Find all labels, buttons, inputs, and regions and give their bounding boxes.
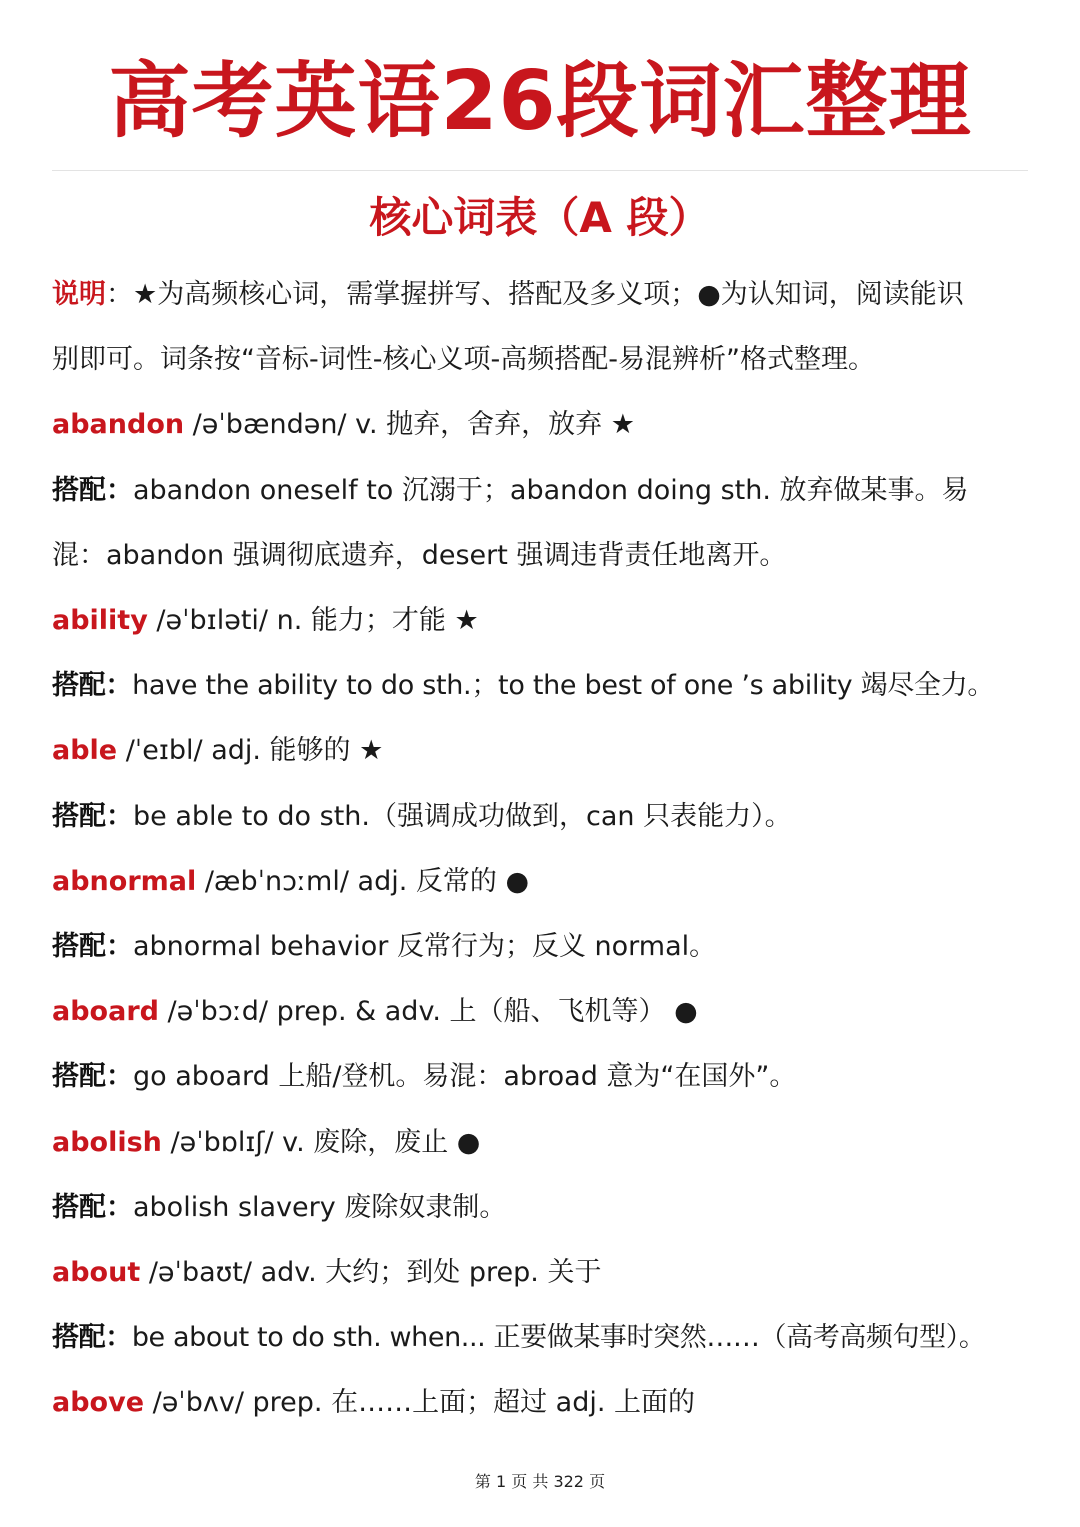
collocation-label: 搭配：: [52, 800, 133, 832]
collocation-label: 搭配：: [52, 1191, 133, 1223]
entry-collocation: [52, 914, 1028, 979]
title-divider: [52, 170, 1028, 171]
entry-word: aboard: [52, 996, 159, 1028]
intro-label: 说明: [52, 279, 106, 310]
entry-word: about: [52, 1257, 141, 1289]
intro-line: [52, 327, 1028, 392]
entry-collocation: [52, 1044, 1028, 1109]
entry-collocation: [52, 653, 1028, 718]
entry-definition: /əˈbaʊt/ adv. 大约；到处 prep. 关于: [140, 1257, 602, 1289]
entry-headline: [52, 718, 1028, 783]
collocation-text: abolish slavery 废除奴隶制。: [133, 1191, 507, 1223]
entry-collocation: [52, 523, 1028, 588]
entry-headline: [52, 979, 1028, 1044]
intro-line: [52, 262, 1028, 327]
entry-word: abandon: [52, 409, 185, 441]
entry-headline: [52, 1110, 1028, 1175]
entry-definition: /əˈbændən/ v. 抛弃，舍弃，放弃 ★: [184, 409, 635, 441]
collocation-text: abandon oneself to 沉溺于；abandon doing sth. 放弃做某事。易: [133, 474, 969, 506]
page-footer: 第 1 页 共 322 页: [474, 1472, 606, 1491]
entry-collocation: [52, 458, 1028, 523]
entry-definition: /əˈbɒlɪʃ/ v. 废除，废止 ●: [161, 1126, 481, 1158]
collocation-text: be able to do sth.（强调成功做到，can 只表能力）。: [133, 800, 792, 832]
collocation-label: 搭配：: [52, 931, 133, 963]
collocation-label: 搭配：: [52, 1322, 132, 1354]
collocation-label: 搭配：: [52, 670, 133, 702]
entry-headline: [52, 1370, 1028, 1435]
entry-headline: [52, 588, 1028, 653]
entry-definition: /æbˈnɔːml/ adj. 反常的 ●: [196, 865, 530, 897]
entry-definition: /ˈeɪbl/ adj. 能够的 ★: [117, 735, 384, 767]
intro-text: ：★为高频核心词，需掌握拼写、搭配及多义项；●为认知词，阅读能识: [106, 279, 964, 310]
collocation-text: go aboard 上船/登机。易混：abroad 意为“在国外”。: [133, 1061, 797, 1093]
entry-headline: [52, 1240, 1028, 1305]
entry-collocation: [52, 1175, 1028, 1240]
vocabulary-list: [52, 262, 1028, 1436]
entry-definition: /əˈbɪləti/ n. 能力；才能 ★: [147, 605, 479, 637]
entry-headline: [52, 392, 1028, 457]
intro-text: 别即可。词条按“音标-词性-核心义项-高频搭配-易混辨析”格式整理。: [52, 344, 875, 376]
entry-word: abnormal: [52, 865, 197, 897]
page-title: 高考英语26段词汇整理: [108, 54, 972, 149]
entry-word: abolish: [52, 1126, 162, 1158]
collocation-label: 搭配：: [52, 1061, 133, 1093]
collocation-text: abnormal behavior 反常行为；反义 normal。: [133, 931, 717, 963]
entry-definition: /əˈbʌv/ prep. 在……上面；超过 adj. 上面的: [144, 1387, 695, 1419]
collocation-text: 混：abandon 强调彻底遗弃，desert 强调违背责任地离开。: [52, 539, 787, 571]
entry-collocation: [52, 784, 1028, 849]
entry-word: above: [52, 1387, 145, 1419]
entry-word: able: [52, 735, 118, 767]
entry-word: ability: [52, 605, 148, 637]
collocation-text: have the ability to do sth.；to the best of one ’s ability 竭尽全力。: [132, 670, 995, 702]
entry-definition: /əˈbɔːd/ prep. & adv. 上（船、飞机等） ●: [158, 996, 698, 1028]
section-title: 核心词表（A 段）: [369, 193, 711, 242]
collocation-text: be about to do sth. when... 正要做某事时突然……（高考高频句型）。: [131, 1322, 986, 1354]
collocation-label: 搭配：: [52, 474, 133, 506]
entry-collocation: [52, 1305, 1028, 1370]
entry-headline: [52, 849, 1028, 914]
